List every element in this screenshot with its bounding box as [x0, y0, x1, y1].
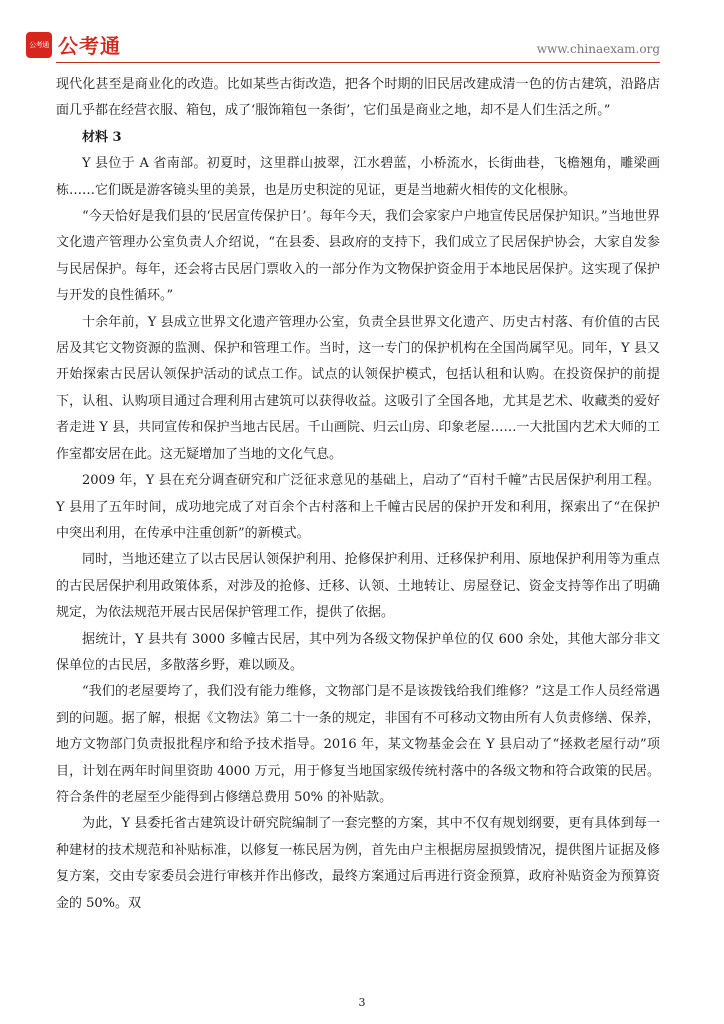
header-divider [56, 62, 660, 63]
section-heading: 材料 3 [82, 129, 122, 145]
page-header [0, 0, 724, 64]
paragraph: 据统计，Y 县共有 3000 多幢古民居，其中列为各级文物保护单位的仅 600 余处，其他大部分非文保单位的古民居，多散落乡野，难以顾及。 [56, 631, 660, 673]
paragraph: 同时，当地还建立了以古民居认领保护利用、抢修保护利用、迁移保护利用、原地保护利用等为重点的古民居保护利用政策体系，对涉及的抢修、迁移、认领、土地转让、房屋登记、资金支持等作出了明确规定，为依法规范开展古民居保护管理工作，提供了依据。 [56, 552, 660, 621]
paragraph: Y 县位于 A 省南部。初夏时，这里群山披翠，江水碧蓝，小桥流水，长街曲巷，飞檐翘角，雕梁画栋……它们既是游客镜头里的美景，也是历史积淀的见证，更是当地薪火相传的文化根脉。 [56, 156, 660, 198]
paragraph: 十余年前，Y 县成立世界文化遗产管理办公室，负责全县世界文化遗产、历史古村落、有价值的古民居及其它文物资源的监测、保护和管理工作。当时，这一专门的保护机构在全国尚属罕见。同年，Y 县又开始探索古民居认领保护活动的试点工作。试点的认领保护模式，包括认租和认购。在投资保护的前提下，认租、认购项目通过合理利用古建筑可以获得收益。这吸引了全国各地，尤其是艺术、收藏类的爱好者走进 Y 县，共同宣传和保护当地古民居。千山画院、归云山房、印象老屋……一大批国内艺术大师的工作室都安居在此。这无疑增加了当地的文化气息。 [56, 314, 660, 462]
document-body [56, 72, 660, 917]
site-url[interactable]: www.chinaexam.org [536, 42, 660, 56]
brand-name: 公考通 [58, 34, 121, 58]
paragraph: “我们的老屋要垮了，我们没有能力维修，文物部门是不是该拨钱给我们维修？”这是工作人员经常遇到的问题。据了解，根据《文物法》第二十一条的规定，非国有不可移动文物由所有人负责修缮、保养，地方文物部门负责报批程序和给予技术指导。2016 年，某文物基金会在 Y 县启动了“拯救老屋行动”项目，计划在两年时间里资助 4000 万元，用于修复当地国家级传统村落中的各级文物和符合政策的民居。符合条件的老屋至少能得到占修缮总费用 50% 的补贴款。 [56, 684, 660, 805]
paragraph: 为此，Y 县委托省古建筑设计研究院编制了一套完整的方案，其中不仅有规划纲要，更有具体到每一种建材的技术规范和补贴标准，以修复一栋民居为例，首先由户主根据房屋损毁情况，提供图片证据及修复方案，交由专家委员会进行审核并作出修改，最终方案通过后再进行资金预算，政府补贴资金为预算资金的 50%。双 [56, 816, 660, 911]
brand-logo-icon: 公考通 [26, 32, 52, 58]
paragraph-continuation: 现代化甚至是商业化的改造。比如某些古街改造，把各个时期的旧民居改建成清一色的仿古建筑，沿路店面几乎都在经营衣服、箱包，成了‘服饰箱包一条街’，它们虽是商业之地，却不是人们生活之所。” [56, 77, 660, 119]
page-number: 3 [358, 996, 366, 1009]
paragraph: “今天恰好是我们县的‘民居宣传保护日’。每年今天，我们会家家户户地宣传民居保护知识。”当地世界文化遗产管理办公室负责人介绍说，“在县委、县政府的支持下，我们成立了民居保护协会，大家自发参与民居保护。每年，还会将古民居门票收入的一部分作为文物保护资金用于本地民居保护。这实现了保护与开发的良性循环。” [56, 209, 660, 304]
paragraph: 2009 年，Y 县在充分调查研究和广泛征求意见的基础上，启动了“百村千幢”古民居保护利用工程。Y 县用了五年时间，成功地完成了对百余个古村落和上千幢古民居的保护开发和利用，探索出了“在保护中突出利用，在传承中注重创新”的新模式。 [56, 473, 660, 541]
